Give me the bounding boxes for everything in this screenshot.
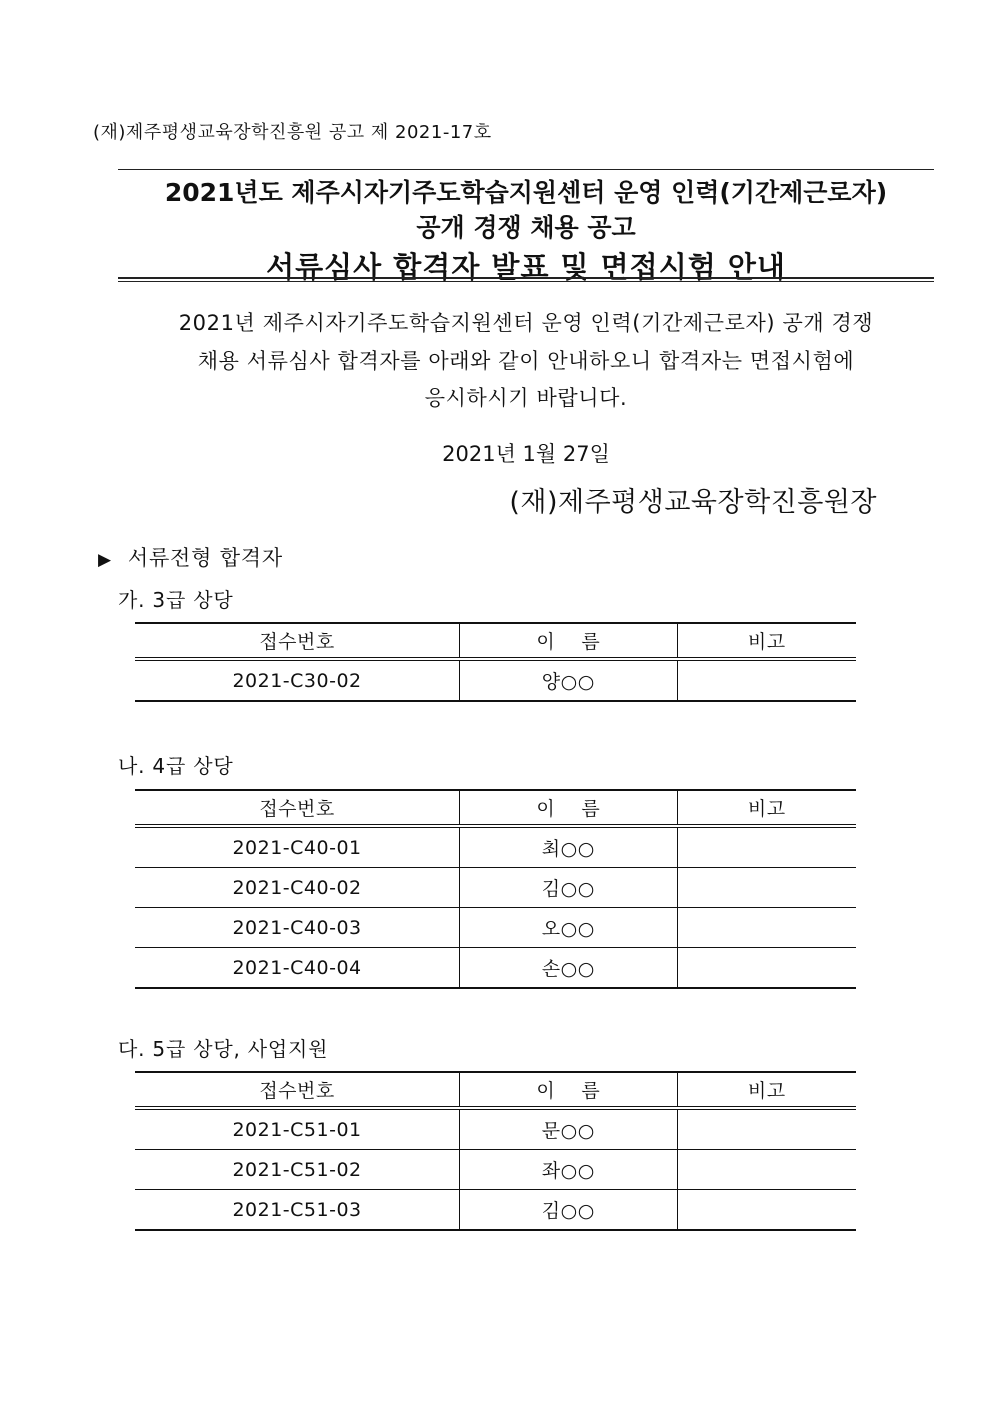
results-table-grade4 (135, 789, 856, 989)
group-label-grade3: 가. 3급 상당 (118, 588, 234, 612)
group-label-grade4: 나. 4급 상당 (118, 754, 234, 778)
column-header-name: 이 름 (460, 623, 677, 659)
cell-number: 2021-C51-03 (135, 1190, 460, 1231)
table-row (135, 948, 856, 989)
column-header-note: 비고 (677, 790, 856, 826)
cell-number: 2021-C40-02 (135, 868, 460, 908)
results-table-grade5 (135, 1071, 856, 1231)
triangle-bullet-icon: ▶ (98, 550, 112, 570)
title-line-3: 서류심사 합격자 발표 및 면접시험 안내 (266, 250, 786, 284)
cell-number: 2021-C40-01 (135, 826, 460, 868)
cell-note (677, 1190, 856, 1231)
cell-number: 2021-C51-01 (135, 1108, 460, 1150)
column-header-name: 이 름 (460, 790, 677, 826)
title-bottom-rule-thin (118, 281, 934, 282)
title-bottom-rule (118, 277, 934, 279)
table-row (135, 1108, 856, 1150)
cell-name: 김○○ (460, 1190, 677, 1231)
table-row (135, 826, 856, 868)
cell-note (677, 659, 856, 701)
section-heading (98, 542, 283, 572)
issuer-name: (재)제주평생교육장학진흥원장 (509, 487, 877, 518)
body-text-line-1: 2021년 제주시자기주도학습지원센터 운영 인력(기간제근로자) 공개 경쟁 (178, 311, 874, 335)
title-line-2: 공개 경쟁 채용 공고 (416, 213, 636, 242)
cell-note (677, 1150, 856, 1190)
cell-number: 2021-C40-03 (135, 908, 460, 948)
cell-name: 손○○ (460, 948, 677, 989)
cell-note (677, 948, 856, 989)
cell-number: 2021-C30-02 (135, 659, 460, 701)
table-row (135, 659, 856, 701)
cell-note (677, 908, 856, 948)
cell-name: 김○○ (460, 868, 677, 908)
cell-name: 최○○ (460, 826, 677, 868)
cell-note (677, 826, 856, 868)
table-row (135, 908, 856, 948)
section-title: 서류전형 합격자 (127, 546, 283, 570)
column-header-note: 비고 (677, 1072, 856, 1108)
cell-number: 2021-C51-02 (135, 1150, 460, 1190)
cell-number: 2021-C40-04 (135, 948, 460, 989)
title-line-1: 2021년도 제주시자기주도학습지원센터 운영 인력(기간제근로자) (164, 178, 888, 207)
title-top-rule (118, 169, 934, 170)
column-header-number: 접수번호 (135, 1072, 460, 1108)
cell-name: 양○○ (460, 659, 677, 701)
table-row (135, 1190, 856, 1231)
cell-name: 좌○○ (460, 1150, 677, 1190)
results-table-grade3 (135, 622, 856, 702)
column-header-note: 비고 (677, 623, 856, 659)
cell-name: 문○○ (460, 1108, 677, 1150)
cell-note (677, 868, 856, 908)
column-header-number: 접수번호 (135, 623, 460, 659)
notice-number: (재)제주평생교육장학진흥원 공고 제 2021-17호 (93, 122, 492, 143)
cell-name: 오○○ (460, 908, 677, 948)
group-label-grade5: 다. 5급 상당, 사업지원 (118, 1037, 329, 1061)
body-text-line-3: 응시하시기 바랍니다. (424, 386, 628, 410)
body-text-line-2: 채용 서류심사 합격자를 아래와 같이 안내하오니 합격자는 면접시험에 (197, 349, 855, 373)
column-header-number: 접수번호 (135, 790, 460, 826)
table-row (135, 1150, 856, 1190)
cell-note (677, 1108, 856, 1150)
table-row (135, 868, 856, 908)
column-header-name: 이 름 (460, 1072, 677, 1108)
announcement-date: 2021년 1월 27일 (442, 442, 610, 466)
